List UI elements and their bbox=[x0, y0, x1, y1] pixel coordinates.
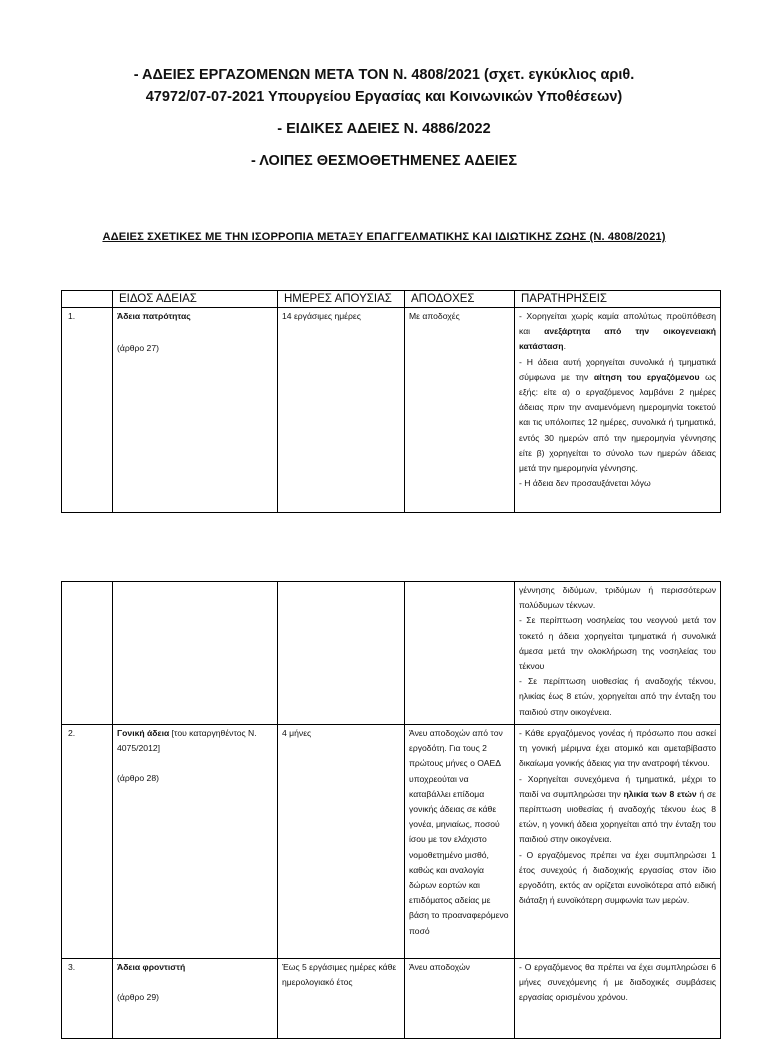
note-text: - Χορηγείται χωρίς καμία απολύτως προϋπόθεση και bbox=[519, 311, 716, 337]
column-header-number bbox=[62, 291, 113, 308]
leave-type-cell bbox=[113, 959, 278, 1039]
column-header-notes: ΠΑΡΑΤΗΡΗΣΕΙΣ bbox=[515, 291, 721, 308]
note-emphasis: αίτηση του εργαζόμενου bbox=[593, 371, 700, 382]
table-row bbox=[62, 959, 721, 1039]
pay-cell: Με αποδοχές bbox=[405, 308, 515, 513]
leave-article: (άρθρο 28) bbox=[117, 773, 159, 784]
leave-type-cell bbox=[113, 308, 278, 513]
column-header-leave-type: ΕΙΔΟΣ ΑΔΕΙΑΣ bbox=[113, 291, 278, 308]
section-title: ΑΔΕΙΕΣ ΣΧΕΤΙΚΕΣ ΜΕ ΤΗΝ ΙΣΟΡΡΟΠΙΑ ΜΕΤΑΞΥ ΕΠΑΓΓΕΛΜΑΤΙΚΗΣ ΚΑΙ ΙΔΙΩΤΙΚΗΣ ΖΩΗΣ (Ν. 4808/2021) bbox=[102, 231, 666, 243]
pay-cell: Άνευ αποδοχών bbox=[405, 959, 515, 1039]
leave-type-cell bbox=[113, 725, 278, 959]
table-row bbox=[62, 308, 721, 513]
days-cell: 4 μήνες bbox=[278, 725, 405, 959]
title-line-1: - ΑΔΕΙΕΣ ΕΡΓΑΖΟΜΕΝΩΝ ΜΕΤΑ ΤΟΝ Ν. 4808/2021 (σχετ. εγκύκλιος αριθ. bbox=[133, 67, 635, 83]
title-line-2: 47972/07-07-2021 Υπουργείου Εργασίας και Κοινωνικών Υποθέσεων) bbox=[145, 89, 623, 105]
note-text: ως εξής: είτε α) ο εργαζόμενος λαμβάνει 2 ημέρες άδειας πριν την αναμενόμενη ημερομηνία τοκετού και τις υπόλοιπες 12 ημέρες, συνολικά ή τμηματικά, εντός 30 ημερών από την ημερομηνία γέννησης είτε β) χορηγείται το σύνολο των ημερών άδειας μετά την ημερομηνία γέννησης. bbox=[519, 371, 717, 474]
days-cell: Έως 5 εργάσιμες ημέρες κάθε ημερολογιακό έτος bbox=[278, 959, 405, 1039]
title-line-4: - ΛΟΙΠΕΣ ΘΕΣΜΟΘΕΤΗΜΕΝΕΣ ΑΔΕΙΕΣ bbox=[250, 153, 518, 169]
note-text: - Η άδεια αυτή χορηγείται συνολικά ή τμηματικά σύμφωνα με την bbox=[519, 356, 716, 382]
table-row bbox=[62, 582, 721, 725]
leave-name: Άδεια πατρότητας bbox=[117, 311, 191, 321]
note-emphasis: ηλικία των 8 ετών bbox=[623, 788, 697, 799]
note-text: γέννησης διδύμων, τριδύμων ή περισσότερων πολύδυμων τέκνων. bbox=[519, 585, 716, 611]
table-header-row bbox=[62, 291, 721, 308]
leave-name: Γονική άδεια bbox=[117, 728, 170, 738]
column-header-days: ΗΜΕΡΕΣ ΑΠΟΥΣΙΑΣ bbox=[278, 291, 405, 308]
note-text: - Κάθε εργαζόμενος γονέας ή πρόσωπο που ασκεί τη γονική μέριμνα έχει ατομικό και αμεταβίβαστο δικαίωμα γονικής άδειας για την ανατροφή τέκνου. bbox=[519, 728, 716, 769]
note-emphasis: ανεξάρτητα από την οικογενειακή κατάσταση bbox=[519, 326, 716, 352]
note-text: - Σε περίπτωση νοσηλείας του νεογνού μετά τον τοκετό η άδεια χορηγείται τμηματικά ή συνολικά άμεσα μετά την ολοκλήρωση της νοσηλείας του τέκνου bbox=[519, 615, 716, 672]
table-row bbox=[62, 725, 721, 959]
leave-name-suffix: [του καταργηθέντος Ν. 4075/2012] bbox=[117, 728, 257, 754]
note-text: ή σε περίπτωση υιοθεσίας ή αναδοχής τέκνου έως 8 ετών, η γονική άδεια χορηγείται από την ένταξη του παιδιού στην οικογένεια. bbox=[519, 788, 716, 845]
days-cell: 14 εργάσιμες ημέρες bbox=[278, 308, 405, 513]
note-text: - Ο εργαζόμενος θα πρέπει να έχει συμπληρώσει 6 μήνες συνεχόμενης ή με διαδοχικές συμβάσεις εργασίας ορισμένου χρόνου. bbox=[519, 962, 716, 1003]
leave-table bbox=[61, 290, 721, 513]
pay-cell bbox=[405, 582, 515, 725]
leave-name: Άδεια φροντιστή bbox=[117, 962, 186, 972]
leave-article: (άρθρο 29) bbox=[117, 992, 159, 1003]
leave-table-continued bbox=[61, 581, 721, 1039]
notes-cell bbox=[515, 308, 721, 513]
note-text: - Σε περίπτωση υιοθεσίας ή αναδοχής τέκνου, ηλικίας έως 8 ετών, χορηγείται από την ένταξη του παιδιού στην οικογένεια. bbox=[519, 676, 716, 717]
leave-article: (άρθρο 27) bbox=[117, 343, 159, 354]
title-line-3: - ΕΙΔΙΚΕΣ ΑΔΕΙΕΣ Ν. 4886/2022 bbox=[277, 121, 491, 137]
notes-cell bbox=[515, 959, 721, 1039]
note-text: . bbox=[563, 341, 566, 352]
note-text: - Χορηγείται συνεχόμενα ή τμηματικά, μέχρι το παιδί να συμπληρώσει την bbox=[519, 773, 716, 799]
days-cell bbox=[278, 582, 405, 725]
row-number bbox=[62, 582, 113, 725]
note-text: - Ο εργαζόμενος πρέπει να έχει συμπληρώσει 1 έτος συνεχούς ή διαδοχικής εργασίας στον ίδιο εργοδότη, εκτός αν ορίζεται ευνοϊκότερα από ειδική διάταξη ή ευνοϊκότερη συμφωνία των μερών. bbox=[519, 849, 716, 906]
row-number: 2. bbox=[62, 725, 113, 959]
row-number: 1. bbox=[62, 308, 113, 513]
row-number: 3. bbox=[62, 959, 113, 1039]
pay-cell: Άνευ αποδοχών από τον εργοδότη. Για τους 2 πρώτους μήνες ο ΟΑΕΔ υποχρεούται να καταβάλλει επίδομα γονικής άδειας σε κάθε γονέα, μηνιαίως, ποσού ίσου με τον ελάχιστο νομοθετημένο μισθό, καθώς και αναλογία δώρων εορτών και επιδόματος αδείας με βάση το προαναφερόμενο ποσό bbox=[405, 725, 515, 959]
column-header-pay: ΑΠΟΔΟΧΕΣ bbox=[405, 291, 515, 308]
leave-type-cell bbox=[113, 582, 278, 725]
note-text: - Η άδεια δεν προσαυξάνεται λόγω bbox=[519, 478, 651, 489]
notes-cell bbox=[515, 582, 721, 725]
notes-cell bbox=[515, 725, 721, 959]
